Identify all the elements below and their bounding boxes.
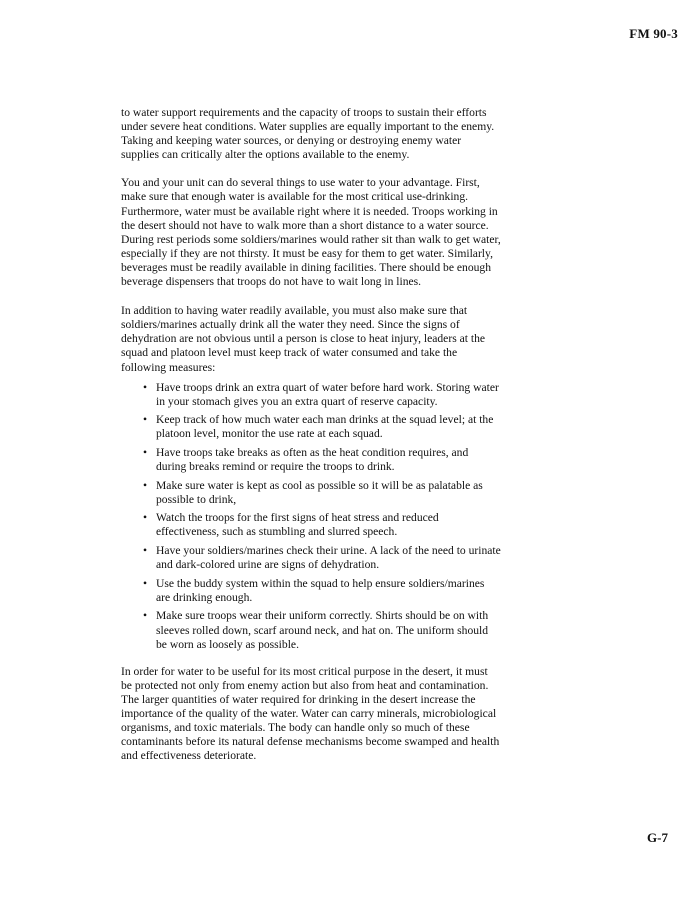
list-item-text: Keep track of how much water each man drinks at the squad level; at the platoon level, monitor the use rate at each squad. (156, 413, 494, 441)
bullet-icon: • (143, 445, 148, 459)
page-number: G-7 (647, 830, 668, 845)
bullet-icon: • (143, 380, 148, 394)
list-item-text: Have troops take breaks as often as the heat condition requires, and during breaks remind or require the troops to drink. (156, 445, 469, 474)
paragraph-water-protection: In order for water to be useful for its most critical purpose in the desert, it must be protected not only from enemy action but also from heat and contamination. The larger quantities of water required for drinking in the desert increase the importance of the quality of the water. Water can carry minerals, microbiological organisms, and toxic materials. The body can handle only so much of these contaminants before its natural defense mechanisms become swamped and health and effectiveness deteriorate. (121, 664, 500, 763)
list-item (121, 609, 501, 651)
bullet-icon: • (143, 544, 148, 558)
list-item (121, 413, 501, 441)
paragraph-water-support: to water support requirements and the capacity of troops to sustain their efforts under severe heat conditions. Water supplies are equally important to the enemy. Taking and keeping water sources, or denying or destroying enemy water supplies can critically alter the options available to the enemy. (121, 106, 495, 162)
bullet-icon: • (143, 413, 148, 427)
document-id-header: FM 90-3 (629, 26, 678, 41)
list-item (121, 446, 501, 474)
list-item (121, 511, 501, 539)
bullet-icon: • (143, 576, 148, 590)
list-item-text: Watch the troops for the first signs of heat stress and reduced effectiveness, such as stumbling and slurred speech. (156, 511, 439, 539)
bullet-icon: • (143, 609, 148, 623)
bullet-icon: • (143, 478, 148, 492)
list-item (121, 544, 501, 572)
list-item-text: Use the buddy system within the squad to help ensure soldiers/marines are drinking enough. (156, 576, 485, 604)
list-item-text: Make sure troops wear their uniform correctly. Shirts should be on with sleeves rolled down, scarf around neck, and hat on. The uniform should be worn as loosely as possible. (156, 609, 489, 651)
list-item-text: Have your soldiers/marines check their urine. A lack of the need to urinate and dark-colored urine are signs of dehydration. (156, 544, 501, 572)
list-item-text: Make sure water is kept as cool as possible so it will be as palatable as possible to drink, (156, 478, 483, 506)
measures-list (121, 381, 501, 652)
list-item (121, 479, 501, 507)
list-item (121, 381, 501, 409)
bullet-icon: • (143, 511, 148, 525)
paragraph-drinking-measures: In addition to having water readily available, you must also make sure that soldiers/marines actually drink all the water they need. Since the signs of dehydration are not obvious until a person is close to heat injury, leaders at the squad and platoon level must keep track of water consumed and take the following measures: (121, 304, 486, 374)
list-item (121, 577, 501, 605)
paragraph-use-water-advantage: You and your unit can do several things to use water to your advantage. First, make sure that enough water is available for the most critical use-drinking. Furthermore, water must be available right where it is needed. Troops working in the desert should not have to walk more than a short distance to a water source. During rest periods some soldiers/marines would rather sit than walk to get water, especially if they are not thirsty. It must be easy for them to get water. Similarly, beverages must be readily available in dining facilities. There should be enough beverage dispensers that troops do not have to wait long in lines. (121, 176, 501, 289)
page-body (121, 106, 501, 763)
list-item-text: Have troops drink an extra quart of water before hard work. Storing water in your stomach gives you an extra quart of reserve capacity. (156, 380, 499, 408)
